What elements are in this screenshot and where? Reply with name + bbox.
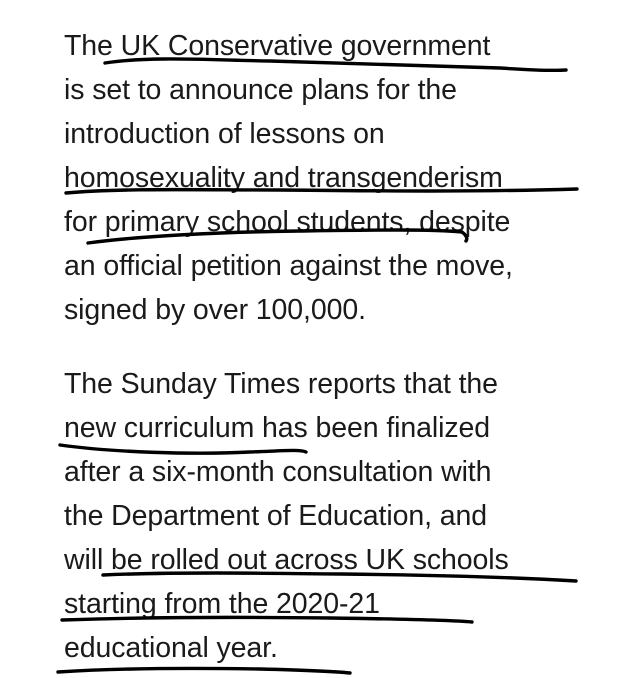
text-line: starting from the 2020-21 [64, 588, 380, 620]
text-line: educational year. [64, 632, 278, 664]
paragraph-1 [64, 24, 624, 332]
text-line: new curriculum has been finalized [64, 412, 491, 444]
text-line: signed by over 100,000. [64, 294, 366, 326]
text-line: is set to announce plans for the [64, 74, 457, 106]
text-line: an official petition against the move, [64, 250, 513, 282]
text-line: homosexuality and transgenderism [64, 162, 503, 194]
text-line: after a six-month consultation with [64, 456, 492, 488]
text-line: introduction of lessons on [64, 118, 385, 150]
paragraph-gap [64, 332, 624, 362]
text-line: will be rolled out across UK schools [64, 544, 509, 576]
article-text [64, 24, 624, 670]
text-line: The UK Conservative government [64, 30, 491, 62]
text-line: The Sunday Times reports that the [64, 368, 498, 400]
text-line: the Department of Education, and [64, 500, 487, 532]
paragraph-2 [64, 362, 624, 670]
text-line: for primary school students, despite [64, 206, 511, 238]
